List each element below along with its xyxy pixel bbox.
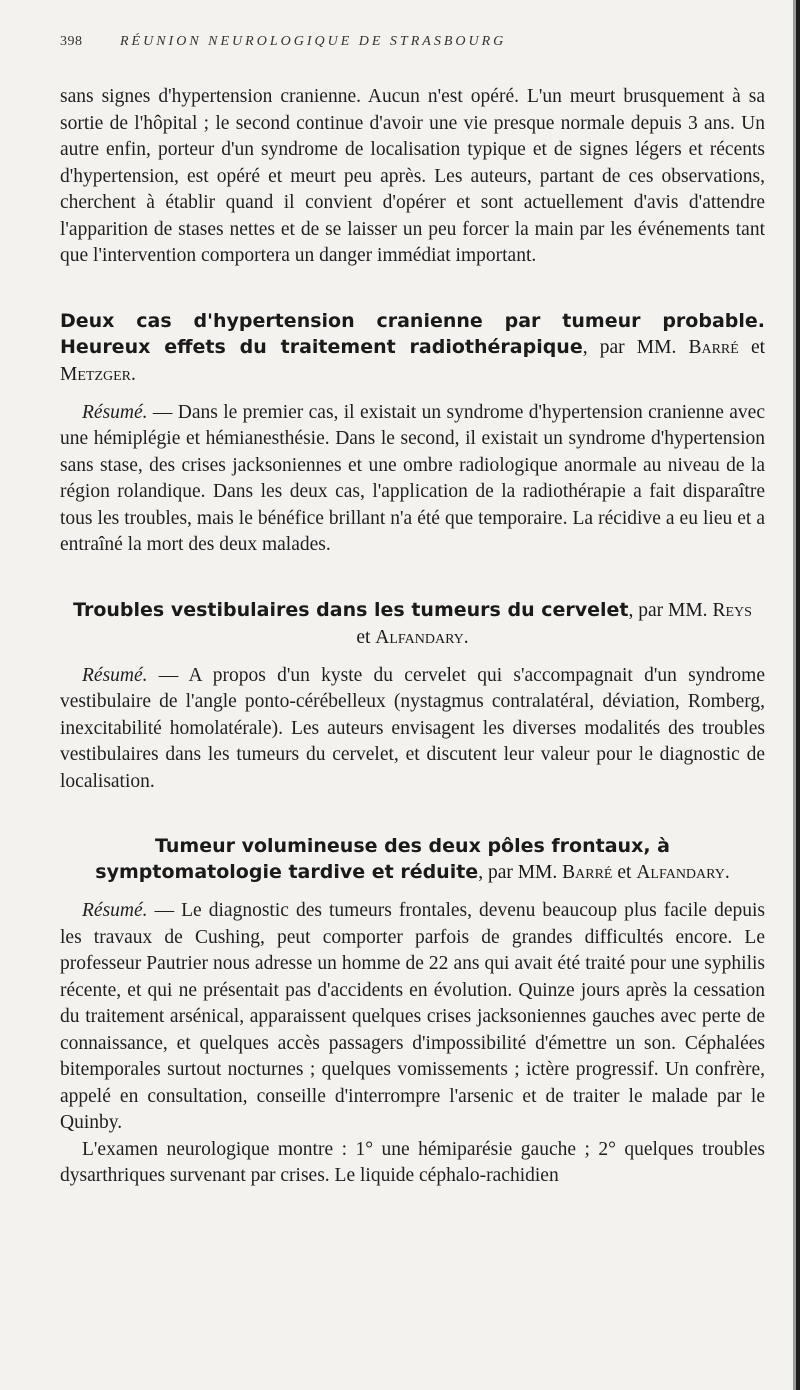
section-2-and: et	[356, 626, 376, 648]
section-1-heading	[60, 308, 765, 388]
section-3-title: Tumeur volumineuse des deux pôles frontaux, à symptomatologie tardive et réduite	[95, 835, 670, 883]
running-title: RÉUNION NEUROLOGIQUE DE STRASBOURG	[120, 34, 507, 49]
section-1-by: , par MM.	[582, 336, 689, 358]
section-3-continuation: L'examen neurologique montre : 1° une hémiparésie gauche ; 2° quelques troubles dysarthriques survenant par crises. Le liquide céphalo-rachidien	[60, 1138, 765, 1186]
section-2-author-1: Reys	[712, 599, 752, 621]
section-3-resume-text: — Le diagnostic des tumeurs frontales, devenu beaucoup plus facile depuis les travaux de Cushing, peut comporter parfois de grandes difficultés encore. Le professeur Pautrier nous adresse un homme de 22 ans qui avait été traité pour une syphilis récente, et qui ne présentait pas d'accidents en évolution. Quinze jours après la cessation du traitement arsénical, apparaissent quelques crises jacksoniennes gauches avec perte de connaissance, et quelques accès passagers d'impossibilité d'émettre un son. Céphalées bitemporales surtout nocturnes ; quelques vomissements ; ictère progressif. Un confrère, appelé en consultation, conseille d'interrompre l'arsenic et de traiter le malade par le Quinby.	[60, 900, 765, 1133]
section-1-resume	[60, 400, 765, 559]
section-1-title: Deux cas d'hypertension cranienne par tumeur probable. Heureux effets du traitement radiothérapique	[60, 309, 765, 358]
section-2-resume	[60, 663, 765, 796]
section-2-heading	[60, 597, 765, 651]
section-1-author-2: Metzger	[60, 363, 131, 385]
page-edge	[796, 0, 800, 1390]
section-1-resume-text: — Dans le premier cas, il existait un syndrome d'hypertension cranienne avec une hémiplégie et hémianesthésie. Dans le second, il existait un syndrome d'hypertension sans stase, des crises jacksoniennes et une ombre radiologique anormale au niveau de la région rolandique. Dans les deux cas, l'application de la radiothérapie a fait disparaître tous les troubles, mais le bénéfice brillant n'a été que temporaire. La récidive a eu lieu et a entraîné la mort des deux malades.	[60, 401, 765, 555]
document-page	[60, 34, 765, 1190]
section-2-title: Troubles vestibulaires dans les tumeurs du cervelet	[73, 598, 629, 621]
section-3-resume-label: Résumé.	[82, 900, 148, 921]
section-2-end: .	[463, 626, 469, 648]
intro-paragraph: sans signes d'hypertension cranienne. Aucun n'est opéré. L'un meurt brusquement à sa sortie de l'hôpital ; le second continue d'avoir une vie presque normale depuis 3 ans. Un autre enfin, porteur d'un syndrome de localisation typique et de signes légers et récents d'hypertension, est opéré et meurt peu après. Les auteurs, partant de ces observations, cherchent à établir quand il convient d'opérer et sont actuellement d'avis d'attendre l'apparition de stases nettes et de se laisser un peu forcer la main par les événements tant que l'intervention comportera un danger immédiat important.	[60, 86, 765, 266]
section-2-by: , par MM.	[628, 599, 713, 621]
section-2	[60, 597, 765, 796]
section-3-author-2: Alfandary	[636, 862, 725, 883]
section-3-by: , par MM.	[478, 862, 563, 883]
section-1-resume-label: Résumé.	[82, 401, 148, 423]
section-3-and: et	[612, 862, 637, 883]
section-2-author-2: Alfandary	[375, 626, 464, 648]
section-1-author-1: Barré	[688, 336, 739, 358]
section-2-resume-text: — A propos d'un kyste du cervelet qui s'accompagnait d'un syndrome vestibulaire de l'angle ponto-cérébelleux (nystagmus contralatéral, déviation, Romberg, inexcitabilité homolatérale). Les auteurs envisagent les diverses modalités des troubles vestibulaires dans les tumeurs du cervelet, et discutent leur valeur pour le diagnostic de localisation.	[60, 664, 765, 792]
section-3	[60, 833, 765, 1190]
running-head	[60, 34, 765, 64]
section-1-end: .	[131, 363, 136, 385]
section-1	[60, 308, 765, 559]
page-number: 398	[60, 34, 83, 49]
section-3-author-1: Barré	[562, 862, 613, 883]
section-1-and: et	[738, 336, 766, 358]
section-3-end: .	[724, 862, 730, 883]
section-3-heading	[60, 833, 765, 886]
section-3-resume	[60, 898, 765, 1137]
section-2-resume-label: Résumé.	[82, 664, 148, 686]
